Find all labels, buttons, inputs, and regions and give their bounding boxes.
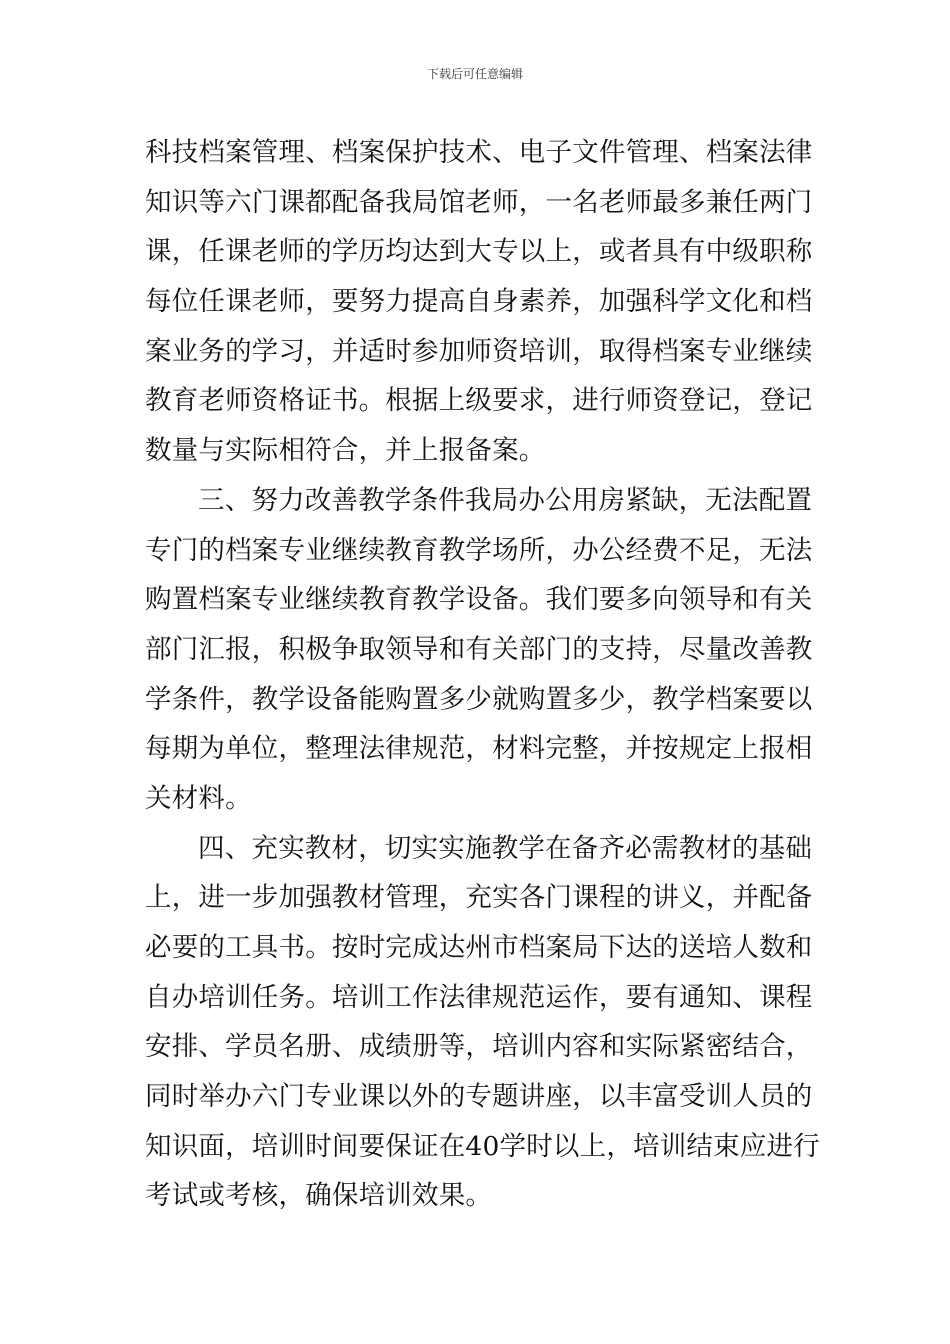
text-line: 科技档案管理、档案保护技术、电子文件管理、档案法律 xyxy=(145,137,813,168)
text-line: 数量与实际相符合，并上报备案。 xyxy=(145,435,546,467)
text-line: 课，任课老师的学历均达到大专以上，或者具有中级职称 xyxy=(145,236,813,268)
text-line: 每位任课老师，要努力提高自身素养，加强科学文化和档 xyxy=(145,286,813,318)
text-line: 安排、学员名册、成绩册等，培训内容和实际紧密结合， xyxy=(145,1031,813,1063)
text-line: 部门汇报，积极争取领导和有关部门的支持，尽量改善教 xyxy=(145,633,813,665)
text-line: 同时举办六门专业课以外的专题讲座，以丰富受训人员的 xyxy=(145,1081,813,1113)
text-line: 必要的工具书。按时完成达州市档案局下达的送培人数和 xyxy=(145,932,813,963)
paragraph-section-three xyxy=(145,476,813,824)
text-line: 案业务的学习，并适时参加师资培训，取得档案专业继续 xyxy=(145,335,813,367)
paragraph-continuation xyxy=(145,128,813,476)
text-line: 三、努力改善教学条件我局办公用房紧缺，无法配置 xyxy=(198,484,813,516)
text-line: 自办培训任务。培训工作法律规范运作，要有通知、课程 xyxy=(145,981,813,1013)
text-line: 考试或考核，确保培训效果。 xyxy=(145,1180,493,1212)
text-line: 每期为单位，整理法律规范，材料完整，并按规定上报相 xyxy=(145,733,813,765)
text-line: 学条件，教学设备能购置多少就购置多少，教学档案要以 xyxy=(145,683,813,715)
page-header: 下载后可任意编辑 xyxy=(426,67,523,81)
text-line: 关材料。 xyxy=(145,782,252,814)
text-line: 购置档案专业继续教育教学设备。我们要多向领导和有关 xyxy=(145,584,813,616)
paragraph-section-four xyxy=(145,824,820,1222)
document-body xyxy=(145,128,820,1221)
text-line: 专门的档案专业继续教育教学场所，办公经费不足，无法 xyxy=(145,534,813,566)
text-line: 教育老师资格证书。根据上级要求，进行师资登记，登记 xyxy=(145,385,813,417)
text-line: 四、充实教材，切实实施教学在备齐必需教材的基础 xyxy=(198,832,813,864)
text-line: 知识等六门课都配备我局馆老师，一名老师最多兼任两门 xyxy=(145,186,813,218)
text-line: 上，进一步加强教材管理，充实各门课程的讲义，并配备 xyxy=(145,882,813,914)
text-line: 知识面，培训时间要保证在40学时以上，培训结束应进行 xyxy=(145,1130,820,1162)
